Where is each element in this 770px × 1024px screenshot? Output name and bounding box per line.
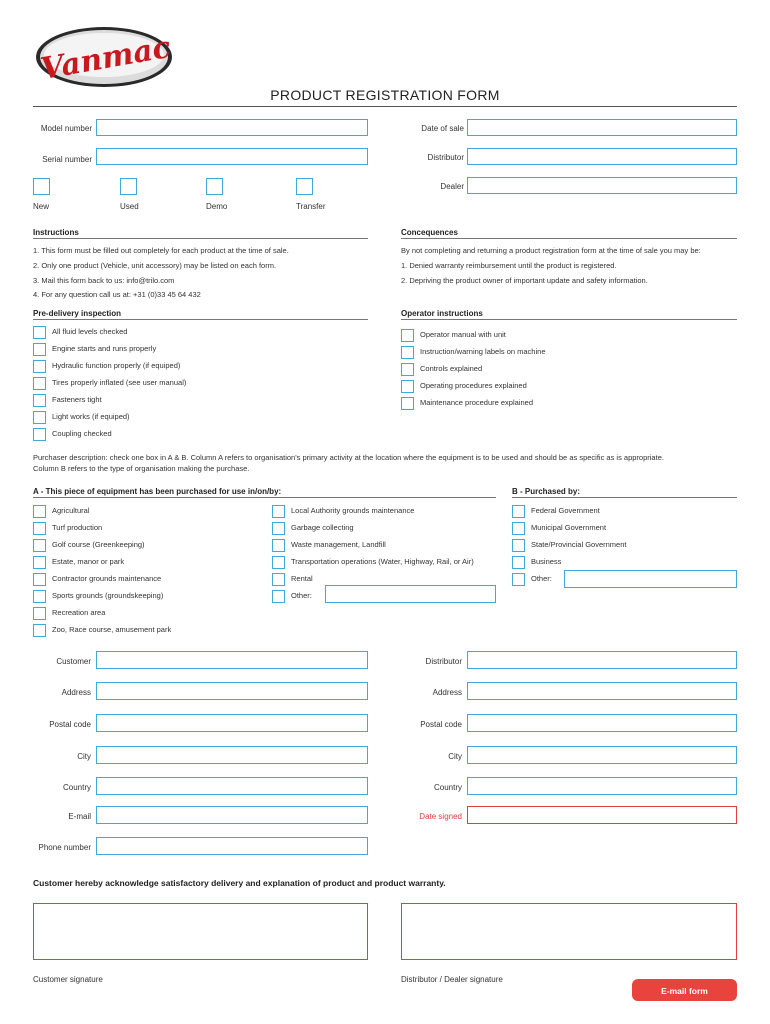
distributor-country-field[interactable] <box>467 777 737 795</box>
pre-delivery-divider <box>33 319 368 320</box>
operator-heading: Operator instructions <box>401 309 483 318</box>
column-a-checkbox[interactable] <box>33 573 46 586</box>
pre-delivery-heading: Pre-delivery inspection <box>33 309 122 318</box>
pre-delivery-checkbox[interactable] <box>33 343 46 356</box>
column-a-checkbox[interactable] <box>33 556 46 569</box>
operator-item-label: Instruction/warning labels on machine <box>420 347 546 356</box>
customer-signature-label: Customer signature <box>33 975 103 984</box>
pre-delivery-item-label: Coupling checked <box>52 429 112 438</box>
customer-postal-code-field[interactable] <box>96 714 368 732</box>
demo-label: Demo <box>206 202 228 211</box>
column-b-checkbox[interactable] <box>512 522 525 535</box>
email-form-button[interactable]: E-mail form <box>632 979 737 1001</box>
pre-delivery-checkbox[interactable] <box>33 394 46 407</box>
operator-checkbox[interactable] <box>401 329 414 342</box>
operator-item-label: Operating procedures explained <box>420 381 527 390</box>
dealer-field[interactable] <box>467 177 737 194</box>
column-b-heading: B - Purchased by: <box>512 487 581 496</box>
customer-city-field[interactable] <box>96 746 368 764</box>
consequences-intro: By not completing and returning a product registration form at the time of sale you may be: <box>401 246 701 255</box>
column-a-item-label: Rental <box>291 574 313 583</box>
column-a-checkbox[interactable] <box>33 624 46 637</box>
distributor-signature-box[interactable] <box>401 903 737 960</box>
distributor-distributor-field[interactable] <box>467 651 737 669</box>
distributor-field[interactable] <box>467 148 737 165</box>
distributor-city-label: City <box>448 752 462 761</box>
column-a-checkbox[interactable] <box>272 590 285 603</box>
transfer-checkbox[interactable] <box>296 178 313 195</box>
operator-checkbox[interactable] <box>401 346 414 359</box>
column-a-item-label: Contractor grounds maintenance <box>52 574 162 583</box>
pre-delivery-item-label: Engine starts and runs properly <box>52 344 157 353</box>
consequences-heading: Concequences <box>401 228 458 237</box>
instruction-item: 4. For any question call us at: +31 (0)33 45 64 432 <box>33 290 201 299</box>
distributor-address-field[interactable] <box>467 682 737 700</box>
column-a-checkbox[interactable] <box>33 539 46 552</box>
column-a-checkbox[interactable] <box>272 556 285 569</box>
acknowledge-text: Customer hereby acknowledge satisfactory delivery and explanation of product and product warranty. <box>33 878 446 888</box>
column-b-item-label: Other: <box>531 574 552 583</box>
column-b-divider <box>512 497 737 498</box>
pre-delivery-item-label: Tires properly inflated (see user manual) <box>52 378 187 387</box>
model-number-label: Model number <box>40 124 92 133</box>
operator-item-label: Controls explained <box>420 364 483 373</box>
pre-delivery-item-label: All fluid levels checked <box>52 327 128 336</box>
instruction-item: 3. Mail this form back to us: info@trilo.com <box>33 276 175 285</box>
consequences-divider <box>401 238 737 239</box>
page-title: PRODUCT REGISTRATION FORM <box>270 87 500 103</box>
customer-country-label: Country <box>62 783 91 792</box>
column-b-item-label: Municipal Government <box>531 523 607 532</box>
operator-checkbox[interactable] <box>401 380 414 393</box>
column-a-divider <box>33 497 496 498</box>
column-a-checkbox[interactable] <box>272 539 285 552</box>
column-a-item-label: Turf production <box>52 523 103 532</box>
column-b-checkbox[interactable] <box>512 505 525 518</box>
serial-number-label: Serial number <box>42 155 92 164</box>
column-a-item-label: Recreation area <box>52 608 106 617</box>
column-a-checkbox[interactable] <box>272 573 285 586</box>
distributor-city-field[interactable] <box>467 746 737 764</box>
column-a-checkbox[interactable] <box>272 522 285 535</box>
customer-phone-label: Phone number <box>38 843 91 852</box>
transfer-label: Transfer <box>296 202 326 211</box>
title-divider <box>33 106 737 107</box>
column-b-checkbox[interactable] <box>512 539 525 552</box>
used-label: Used <box>120 202 139 211</box>
pre-delivery-item-label: Light works (if equiped) <box>52 412 130 421</box>
column-a-item-label: Zoo, Race course, amusement park <box>52 625 172 634</box>
column-a-item-label: Other: <box>291 591 312 600</box>
pre-delivery-checkbox[interactable] <box>33 326 46 339</box>
date-of-sale-field[interactable] <box>467 119 737 136</box>
customer-customer-label: Customer <box>56 657 91 666</box>
distributor-postal-code-field[interactable] <box>467 714 737 732</box>
distributor-postal-code-label: Postal code <box>420 720 462 729</box>
column-b-checkbox[interactable] <box>512 573 525 586</box>
column-a-item-label: Estate, manor or park <box>52 557 125 566</box>
column-a-item-label: Golf course (Greenkeeping) <box>52 540 145 549</box>
customer-signature-box[interactable] <box>33 903 368 960</box>
column-a-checkbox[interactable] <box>33 590 46 603</box>
distributor-date-signed-field[interactable] <box>467 806 737 824</box>
instructions-divider <box>33 238 368 239</box>
operator-item-label: Operator manual with unit <box>420 330 506 339</box>
new-checkbox[interactable] <box>33 178 50 195</box>
column-a-checkbox[interactable] <box>272 505 285 518</box>
customer-email-field[interactable] <box>96 806 368 824</box>
distributor-distributor-label: Distributor <box>425 657 462 666</box>
new-label: New <box>33 202 50 211</box>
pre-delivery-checkbox[interactable] <box>33 377 46 390</box>
vanmac-logo <box>34 25 174 89</box>
operator-checkbox[interactable] <box>401 397 414 410</box>
customer-phone-field[interactable] <box>96 837 368 855</box>
instruction-item: 2. Only one product (Vehicle, unit accessory) may be listed on each form. <box>33 261 277 270</box>
column-a-checkbox[interactable] <box>33 607 46 620</box>
distributor-signature-label: Distributor / Dealer signature <box>401 975 503 984</box>
dealer-label: Dealer <box>440 182 464 191</box>
date-of-sale-label: Date of sale <box>421 124 464 133</box>
column-a-item-label: Agricultural <box>52 506 90 515</box>
model-number-field[interactable] <box>96 119 368 136</box>
instructions-heading: Instructions <box>33 228 79 237</box>
operator-checkbox[interactable] <box>401 363 414 376</box>
purchaser-description-line2: Column B refers to the type of organisation making the purchase. <box>33 464 250 473</box>
column-a-item-label: Transportation operations (Water, Highway, Rail, or Air) <box>291 557 474 566</box>
purchaser-description-line1: Purchaser description: check one box in A & B. Column A refers to organisation's primary activity at the location where the equipment is to be used and should be as specific as is appropriate. <box>33 453 664 462</box>
column-a-other-field[interactable] <box>325 585 496 603</box>
distributor-date-signed-label: Date signed <box>419 812 462 821</box>
distributor-label: Distributor <box>427 153 464 162</box>
demo-checkbox[interactable] <box>206 178 223 195</box>
consequence-item: 1. Denied warranty reimbursement until the product is registered. <box>401 261 617 270</box>
column-a-checkbox[interactable] <box>33 505 46 518</box>
customer-postal-code-label: Postal code <box>49 720 91 729</box>
column-a-checkbox[interactable] <box>33 522 46 535</box>
column-a-item-label: Sports grounds (groundskeeping) <box>52 591 164 600</box>
pre-delivery-checkbox[interactable] <box>33 428 46 441</box>
operator-item-label: Maintenance procedure explained <box>420 398 533 407</box>
serial-number-field[interactable] <box>96 148 368 165</box>
customer-country-field[interactable] <box>96 777 368 795</box>
column-b-item-label: Business <box>531 557 562 566</box>
logo-text: Vanmac <box>38 29 174 88</box>
column-a-heading: A - This piece of equipment has been purchased for use in/on/by: <box>33 487 282 496</box>
column-a-item-label: Garbage collecting <box>291 523 354 532</box>
operator-divider <box>401 319 737 320</box>
customer-customer-field[interactable] <box>96 651 368 669</box>
column-b-checkbox[interactable] <box>512 556 525 569</box>
pre-delivery-item-label: Hydraulic function properly (if equiped) <box>52 361 181 370</box>
pre-delivery-checkbox[interactable] <box>33 360 46 373</box>
pre-delivery-checkbox[interactable] <box>33 411 46 424</box>
column-b-other-field[interactable] <box>564 570 737 588</box>
instruction-item: 1. This form must be filled out completely for each product at the time of sale. <box>33 246 289 255</box>
distributor-address-label: Address <box>432 688 462 697</box>
used-checkbox[interactable] <box>120 178 137 195</box>
customer-address-label: Address <box>61 688 91 697</box>
consequence-item: 2. Depriving the product owner of important update and safety information. <box>401 276 648 285</box>
column-b-item-label: State/Provincial Government <box>531 540 627 549</box>
customer-address-field[interactable] <box>96 682 368 700</box>
column-a-item-label: Local Authority grounds maintenance <box>291 506 415 515</box>
customer-email-label: E-mail <box>68 812 91 821</box>
distributor-country-label: Country <box>433 783 462 792</box>
column-b-item-label: Federal Government <box>531 506 600 515</box>
pre-delivery-item-label: Fasteners tight <box>52 395 102 404</box>
customer-city-label: City <box>77 752 91 761</box>
column-a-item-label: Waste management, Landfill <box>291 540 386 549</box>
